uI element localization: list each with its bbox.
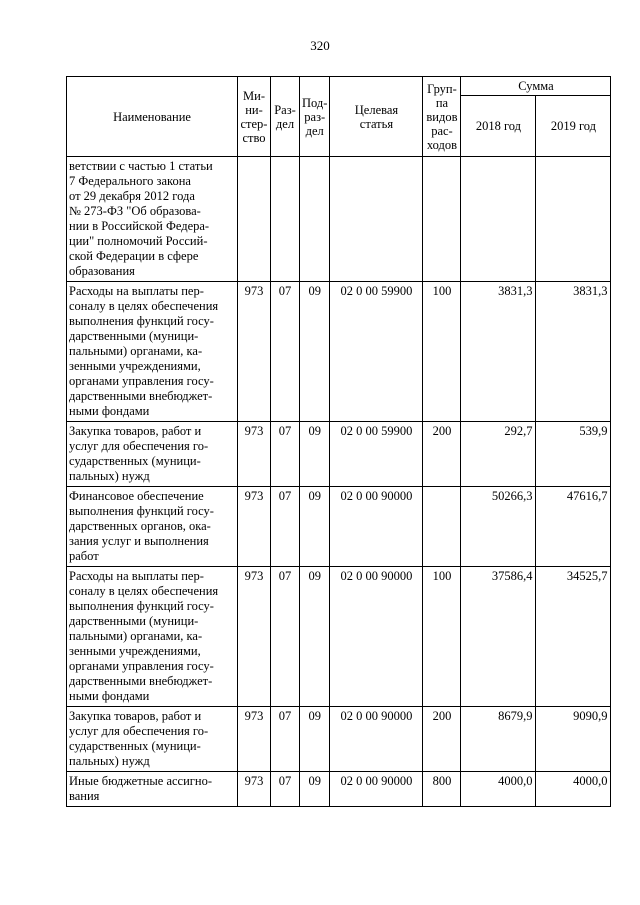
name-line: Иные бюджетные ассигно- bbox=[69, 774, 213, 788]
cell-y2019: 47616,7 bbox=[536, 487, 611, 567]
name-line: ветствии с частью 1 статьи bbox=[69, 159, 213, 173]
header-sum: Сумма bbox=[461, 77, 611, 96]
budget-table bbox=[66, 76, 611, 807]
cell-target: 02 0 00 90000 bbox=[330, 707, 423, 772]
cell-group: 800 bbox=[423, 772, 461, 807]
name-line: выполнения функций госу- bbox=[69, 599, 214, 613]
table-row bbox=[67, 282, 611, 422]
name-line: образования bbox=[69, 264, 135, 278]
name-line: услуг для обеспечения го- bbox=[69, 439, 209, 453]
cell-target: 02 0 00 90000 bbox=[330, 567, 423, 707]
name-line: Расходы на выплаты пер- bbox=[69, 284, 204, 298]
name-line: ными фондами bbox=[69, 404, 150, 418]
cell-ministry: 973 bbox=[238, 282, 271, 422]
cell-y2019: 34525,7 bbox=[536, 567, 611, 707]
table-row bbox=[67, 772, 611, 807]
header-target: Целевая статья bbox=[330, 77, 423, 157]
cell-y2018: 292,7 bbox=[461, 422, 536, 487]
cell-group: 200 bbox=[423, 422, 461, 487]
cell-y2019: 3831,3 bbox=[536, 282, 611, 422]
name-line: дарственными внебюджет- bbox=[69, 389, 213, 403]
name-line: от 29 декабря 2012 года bbox=[69, 189, 195, 203]
cell-y2019 bbox=[536, 157, 611, 282]
cell-section: 07 bbox=[271, 422, 300, 487]
name-line: ными фондами bbox=[69, 689, 150, 703]
name-line: зенными учреждениями, bbox=[69, 359, 201, 373]
cell-ministry bbox=[238, 157, 271, 282]
name-line: вания bbox=[69, 789, 100, 803]
table-row bbox=[67, 422, 611, 487]
cell-ministry: 973 bbox=[238, 567, 271, 707]
cell-subsection: 09 bbox=[300, 772, 330, 807]
name-line: ции" полномочий Россий- bbox=[69, 234, 208, 248]
cell-ministry: 973 bbox=[238, 487, 271, 567]
header-group: Груп- па видов рас- ходов bbox=[423, 77, 461, 157]
name-line: выполнения функций госу- bbox=[69, 314, 214, 328]
name-line: Закупка товаров, работ и bbox=[69, 709, 202, 723]
cell-ministry: 973 bbox=[238, 772, 271, 807]
cell-name bbox=[67, 282, 238, 422]
name-line: работ bbox=[69, 549, 99, 563]
cell-target: 02 0 00 59900 bbox=[330, 282, 423, 422]
name-line: зенными учреждениями, bbox=[69, 644, 201, 658]
name-line: Расходы на выплаты пер- bbox=[69, 569, 204, 583]
name-line: № 273-ФЗ "Об образова- bbox=[69, 204, 201, 218]
name-line: Закупка товаров, работ и bbox=[69, 424, 202, 438]
cell-name bbox=[67, 487, 238, 567]
cell-group: 100 bbox=[423, 282, 461, 422]
cell-section: 07 bbox=[271, 772, 300, 807]
cell-target: 02 0 00 59900 bbox=[330, 422, 423, 487]
page-number: 320 bbox=[310, 38, 330, 53]
cell-section: 07 bbox=[271, 282, 300, 422]
cell-y2018: 8679,9 bbox=[461, 707, 536, 772]
name-line: услуг для обеспечения го- bbox=[69, 724, 209, 738]
cell-section: 07 bbox=[271, 707, 300, 772]
name-line: сударственных (муници- bbox=[69, 739, 201, 753]
cell-y2019: 539,9 bbox=[536, 422, 611, 487]
name-line: пальных) нужд bbox=[69, 469, 150, 483]
header-subsection: Под- раз- дел bbox=[300, 77, 330, 157]
cell-y2019: 9090,9 bbox=[536, 707, 611, 772]
cell-y2018: 50266,3 bbox=[461, 487, 536, 567]
cell-subsection: 09 bbox=[300, 567, 330, 707]
name-line: дарственными (муници- bbox=[69, 614, 199, 628]
name-line: дарственными (муници- bbox=[69, 329, 199, 343]
cell-target: 02 0 00 90000 bbox=[330, 487, 423, 567]
name-line: выполнения функций госу- bbox=[69, 504, 214, 518]
name-line: ской Федерации в сфере bbox=[69, 249, 199, 263]
name-line: соналу в целях обеспечения bbox=[69, 584, 219, 598]
name-line: пальных) нужд bbox=[69, 754, 150, 768]
cell-target: 02 0 00 90000 bbox=[330, 772, 423, 807]
cell-section bbox=[271, 157, 300, 282]
cell-y2018: 4000,0 bbox=[461, 772, 536, 807]
cell-ministry: 973 bbox=[238, 422, 271, 487]
name-line: сударственных (муници- bbox=[69, 454, 201, 468]
cell-y2019: 4000,0 bbox=[536, 772, 611, 807]
cell-ministry: 973 bbox=[238, 707, 271, 772]
cell-subsection: 09 bbox=[300, 487, 330, 567]
cell-name bbox=[67, 567, 238, 707]
cell-group: 200 bbox=[423, 707, 461, 772]
header-section: Раз- дел bbox=[271, 77, 300, 157]
cell-name bbox=[67, 707, 238, 772]
cell-group bbox=[423, 487, 461, 567]
table-row bbox=[67, 157, 611, 282]
header-year-2019: 2019 год bbox=[536, 96, 611, 157]
name-line: пальными) органами, ка- bbox=[69, 629, 203, 643]
cell-subsection bbox=[300, 157, 330, 282]
cell-y2018 bbox=[461, 157, 536, 282]
name-line: зания услуг и выполнения bbox=[69, 534, 209, 548]
name-line: соналу в целях обеспечения bbox=[69, 299, 219, 313]
cell-section: 07 bbox=[271, 487, 300, 567]
name-line: дарственными внебюджет- bbox=[69, 674, 213, 688]
header-name: Наименование bbox=[67, 77, 238, 157]
table-row bbox=[67, 567, 611, 707]
cell-group bbox=[423, 157, 461, 282]
cell-subsection: 09 bbox=[300, 282, 330, 422]
name-line: органами управления госу- bbox=[69, 374, 214, 388]
name-line: органами управления госу- bbox=[69, 659, 214, 673]
cell-y2018: 3831,3 bbox=[461, 282, 536, 422]
name-line: пальными) органами, ка- bbox=[69, 344, 203, 358]
cell-name bbox=[67, 422, 238, 487]
header-year-2018: 2018 год bbox=[461, 96, 536, 157]
cell-y2018: 37586,4 bbox=[461, 567, 536, 707]
name-line: 7 Федерального закона bbox=[69, 174, 191, 188]
name-line: Финансовое обеспечение bbox=[69, 489, 204, 503]
table-row bbox=[67, 487, 611, 567]
cell-group: 100 bbox=[423, 567, 461, 707]
cell-subsection: 09 bbox=[300, 707, 330, 772]
cell-section: 07 bbox=[271, 567, 300, 707]
name-line: дарственных органов, ока- bbox=[69, 519, 211, 533]
cell-name bbox=[67, 157, 238, 282]
table-row bbox=[67, 707, 611, 772]
header-ministry: Ми- ни- стер- ство bbox=[238, 77, 271, 157]
cell-name bbox=[67, 772, 238, 807]
cell-target bbox=[330, 157, 423, 282]
cell-subsection: 09 bbox=[300, 422, 330, 487]
name-line: нии в Российской Федера- bbox=[69, 219, 210, 233]
